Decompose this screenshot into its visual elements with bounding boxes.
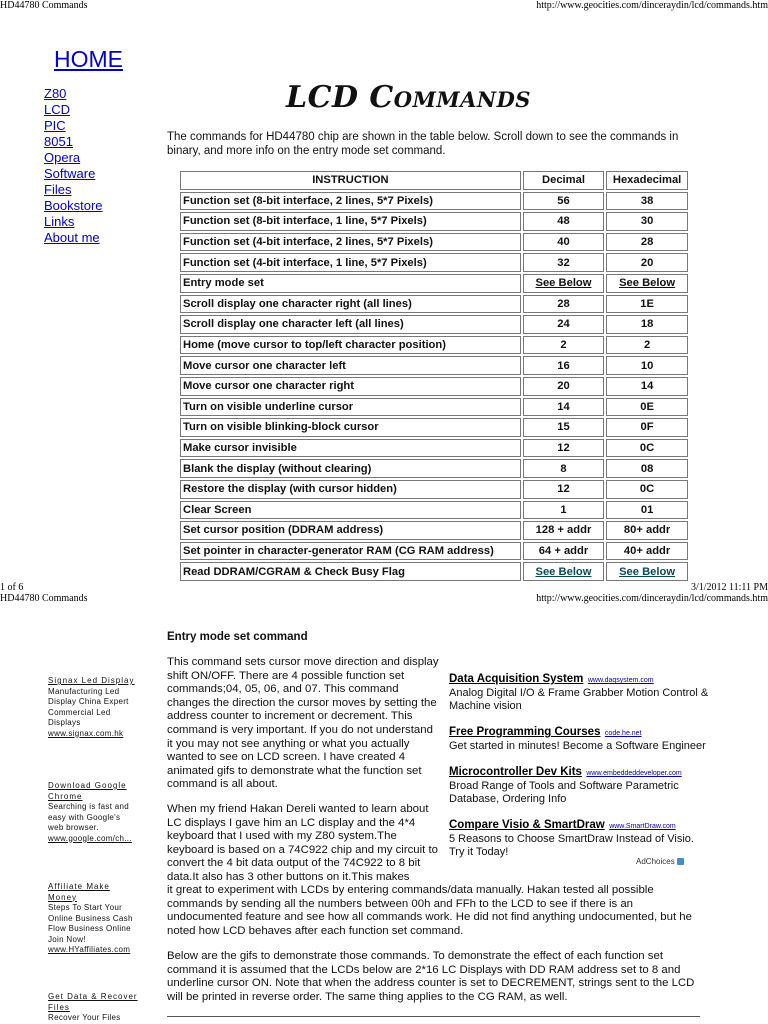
instruction-cell: Home (move cursor to top/left character position) <box>180 336 521 355</box>
ad-description: Broad Range of Tools and Software Parametric Database, Ordering Info <box>449 780 679 805</box>
decimal-cell: 15 <box>523 418 604 437</box>
side-ad-body: Searching is fast and easy with Google's web browser. <box>48 802 130 832</box>
ad-item <box>449 669 709 713</box>
decimal-cell: 16 <box>523 356 604 375</box>
decimal-cell: 40 <box>523 233 604 252</box>
col-decimal: Decimal <box>523 171 604 190</box>
instruction-cell: Read DDRAM/CGRAM & Check Busy Flag <box>180 562 521 581</box>
hex-cell: 08 <box>606 459 688 478</box>
hex-cell: 01 <box>606 501 688 520</box>
nav-link-software[interactable]: Software <box>44 166 96 181</box>
side-ad-title[interactable]: Download Google Chrome <box>48 781 127 801</box>
instruction-cell: Function set (4-bit interface, 1 line, 5*7 Pixels) <box>180 253 521 272</box>
instruction-cell: Scroll display one character left (all lines) <box>180 315 521 334</box>
ad-description: 5 Reasons to Choose SmartDraw Instead of Visio. Try it Today! <box>449 833 694 858</box>
see-below-link[interactable]: See Below <box>523 274 604 293</box>
adchoices-link[interactable] <box>636 857 684 866</box>
hex-cell: 18 <box>606 315 688 334</box>
decimal-cell: 12 <box>523 439 604 458</box>
home-link[interactable]: HOME <box>54 46 123 72</box>
decimal-cell: 32 <box>523 253 604 272</box>
divider <box>167 1016 700 1017</box>
decimal-cell: 24 <box>523 315 604 334</box>
table-row <box>180 480 688 499</box>
nav-link-8051[interactable]: 8051 <box>44 134 73 149</box>
decimal-cell: 20 <box>523 377 604 396</box>
ad-url-link[interactable]: code.he.net <box>604 730 642 737</box>
hex-cell: 0C <box>606 480 688 499</box>
adchoices-label: AdChoices <box>636 857 675 866</box>
side-ad-title[interactable]: Signax Led Display <box>48 676 135 685</box>
nav-link-links[interactable]: Links <box>44 214 75 229</box>
see-below-link[interactable]: See Below <box>606 274 688 293</box>
decimal-cell: 128 + addr <box>523 521 604 540</box>
ad-url-link[interactable]: www.SmartDraw.com <box>609 823 676 830</box>
nav-link-lcd[interactable]: LCD <box>44 102 71 117</box>
table-row <box>180 253 688 272</box>
col-hexadecimal: Hexadecimal <box>606 171 688 190</box>
table-row <box>180 542 688 561</box>
ad-block <box>449 669 709 859</box>
page2-header-url: http://www.geocities.com/dinceraydin/lcd/commands.htm <box>536 593 768 604</box>
side-ad-body: Recover Your Files <box>48 1013 121 1022</box>
table-row <box>180 356 688 375</box>
intro-text: The commands for HD44780 chip are shown in the table below. Scroll down to see the commands in binary, and more info on the entry mode set command. <box>167 131 679 157</box>
hex-cell: 38 <box>606 192 688 211</box>
side-ad-url[interactable]: www.signax.com.hk <box>48 728 124 738</box>
instruction-cell: Turn on visible blinking-block cursor <box>180 418 521 437</box>
instruction-cell: Move cursor one character left <box>180 356 521 375</box>
adchoices-icon <box>677 858 684 865</box>
hex-cell: 0F <box>606 418 688 437</box>
instruction-cell: Scroll display one character right (all lines) <box>180 295 521 314</box>
hex-cell: 0C <box>606 439 688 458</box>
instruction-cell: Clear Screen <box>180 501 521 520</box>
ad-title-link[interactable]: Compare Visio & SmartDraw <box>449 819 605 831</box>
hex-cell: 2 <box>606 336 688 355</box>
instruction-cell: Set pointer in character-generator RAM (CG RAM address) <box>180 542 521 561</box>
table-row <box>180 336 688 355</box>
decimal-cell: 64 + addr <box>523 542 604 561</box>
page2-header-title: HD44780 Commands <box>0 593 88 604</box>
story-paragraph-start: When my friend Hakan Dereli wanted to learn about LC displays I gave him an LC display and the 4*4 keyboard that I used with my Z80 system.The keyboard is based on a 74C922 chip and my circuit to convert the 4 bit data output of the 74C922 to 8 bit data.It also has 3 other buttons on it.This makes <box>167 803 439 883</box>
decimal-cell: 56 <box>523 192 604 211</box>
ad-url-link[interactable]: www.embeddeddeveloper.com <box>586 770 682 777</box>
table-row <box>180 377 688 396</box>
ad-title-link[interactable]: Free Programming Courses <box>449 726 601 738</box>
col-instruction: INSTRUCTION <box>180 171 521 190</box>
instruction-cell: Make cursor invisible <box>180 439 521 458</box>
instruction-cell: Entry mode set <box>180 274 521 293</box>
hex-cell: 80+ addr <box>606 521 688 540</box>
decimal-cell: 8 <box>523 459 604 478</box>
decimal-cell: 28 <box>523 295 604 314</box>
hex-cell: 1E <box>606 295 688 314</box>
table-row <box>180 459 688 478</box>
decimal-cell: 2 <box>523 336 604 355</box>
side-ad-body: Steps To Start Your Online Business Cash Flow Business Online Join Now! <box>48 903 133 944</box>
instruction-cell: Blank the display (without clearing) <box>180 459 521 478</box>
command-table <box>178 169 690 583</box>
side-ad <box>48 781 138 844</box>
table-header-row <box>180 171 688 190</box>
table-row <box>180 501 688 520</box>
ad-description: Analog Digital I/O & Frame Grabber Motion Control & Machine vision <box>449 687 709 712</box>
page1-footer-date: 3/1/2012 11:11 PM <box>690 582 768 593</box>
side-ad <box>48 992 138 1024</box>
story-paragraph-end: it great to experiment with LCDs by entering commands/data manually. Hakan tested all possible commands by sending all the numbers between 00h and FFh to the LCD to see if there is an undocumented feature and see how all commands work. He did not find anything undocumented, but he noted how LCD behaves after each function set command. <box>167 884 692 937</box>
ad-item <box>449 815 709 859</box>
nav-link-about-me[interactable]: About me <box>44 230 100 245</box>
nav-link-pic[interactable]: PIC <box>44 118 66 133</box>
hex-cell: 0E <box>606 398 688 417</box>
instruction-cell: Restore the display (with cursor hidden) <box>180 480 521 499</box>
hex-cell: 40+ addr <box>606 542 688 561</box>
side-nav <box>44 86 103 246</box>
hex-cell: 10 <box>606 356 688 375</box>
side-ad-body: Manufacturing Led Display China Expert Commercial Led Displays <box>48 686 129 727</box>
page-title: LCD Commands <box>286 80 531 115</box>
decimal-cell: 48 <box>523 212 604 231</box>
instruction-cell: Turn on visible underline cursor <box>180 398 521 417</box>
nav-link-files[interactable]: Files <box>44 182 72 197</box>
side-ad-url[interactable]: www.HYaffiliates.com <box>48 945 131 954</box>
hex-cell: 14 <box>606 377 688 396</box>
hex-cell: 28 <box>606 233 688 252</box>
side-ad <box>48 676 138 739</box>
decimal-cell: 14 <box>523 398 604 417</box>
table-row <box>180 212 688 231</box>
ad-item <box>449 762 709 806</box>
see-below-link[interactable]: See Below <box>523 562 604 581</box>
table-row <box>180 521 688 540</box>
nav-link-z80[interactable]: Z80 <box>44 86 67 101</box>
hex-cell: 30 <box>606 212 688 231</box>
decimal-cell: 1 <box>523 501 604 520</box>
table-row <box>180 233 688 252</box>
nav-link-bookstore[interactable]: Bookstore <box>44 198 103 213</box>
page1-header-url: http://www.geocities.com/dinceraydin/lcd/commands.htm <box>536 0 768 11</box>
instruction-cell: Move cursor one character right <box>180 377 521 396</box>
page1-header-title: HD44780 Commands <box>0 0 88 11</box>
table-row <box>180 295 688 314</box>
table-row <box>180 315 688 334</box>
side-ad-title[interactable]: Affiliate Make Money <box>48 882 110 902</box>
table-row <box>180 274 688 293</box>
ad-title-link[interactable]: Microcontroller Dev Kits <box>449 766 582 778</box>
entry-mode-paragraph: This command sets cursor move direction and display shift ON/OFF. There are 4 possible function set commands;04, 05, 06, and 07. This command changes the direction the cursor moves by setting the address counter to increment or decrement. This command is very important. If you do not understand it you may not see anything or what you actually wanted to see on LCD screen. I have created 4 animated gifs to demonstrate what the function set command is all about. <box>167 656 439 791</box>
side-ad-url[interactable]: www.google.com/ch... <box>48 833 132 843</box>
nav-link-opera[interactable]: Opera <box>44 150 81 165</box>
side-ad-title[interactable]: Get Data & Recover Files <box>48 992 138 1012</box>
table-row <box>180 192 688 211</box>
ad-description: Get started in minutes! Become a Software Engineer <box>449 740 706 752</box>
hex-cell: 20 <box>606 253 688 272</box>
table-row <box>180 398 688 417</box>
side-ad <box>48 882 138 956</box>
instruction-cell: Set cursor position (DDRAM address) <box>180 521 521 540</box>
ad-item <box>449 722 709 753</box>
instruction-cell: Function set (8-bit interface, 2 lines, 5*7 Pixels) <box>180 192 521 211</box>
instruction-cell: Function set (4-bit interface, 2 lines, 5*7 Pixels) <box>180 233 521 252</box>
page1-footer-page: 1 of 6 <box>0 582 24 593</box>
ad-url-link[interactable]: www.daqsystem.com <box>587 677 654 684</box>
see-below-link[interactable]: See Below <box>606 562 688 581</box>
table-row <box>180 439 688 458</box>
ad-title-link[interactable]: Data Acquisition System <box>449 673 584 685</box>
decimal-cell: 12 <box>523 480 604 499</box>
instruction-cell: Function set (8-bit interface, 1 line, 5*7 Pixels) <box>180 212 521 231</box>
table-row <box>180 562 688 581</box>
section-title: Entry mode set command <box>167 631 308 643</box>
table-row <box>180 418 688 437</box>
demo-paragraph: Below are the gifs to demonstrate those commands. To demonstrate the effect of each function set command it is assumed that the LCDs below are 2*16 LC Displays with DD RAM address set to 8 and underline cursor ON. Note that when the address counter is set to DECREMENT, strings sent to the LCD will be printed in reverse order. The same thing applies to the CG RAM, as well. <box>167 950 695 1003</box>
